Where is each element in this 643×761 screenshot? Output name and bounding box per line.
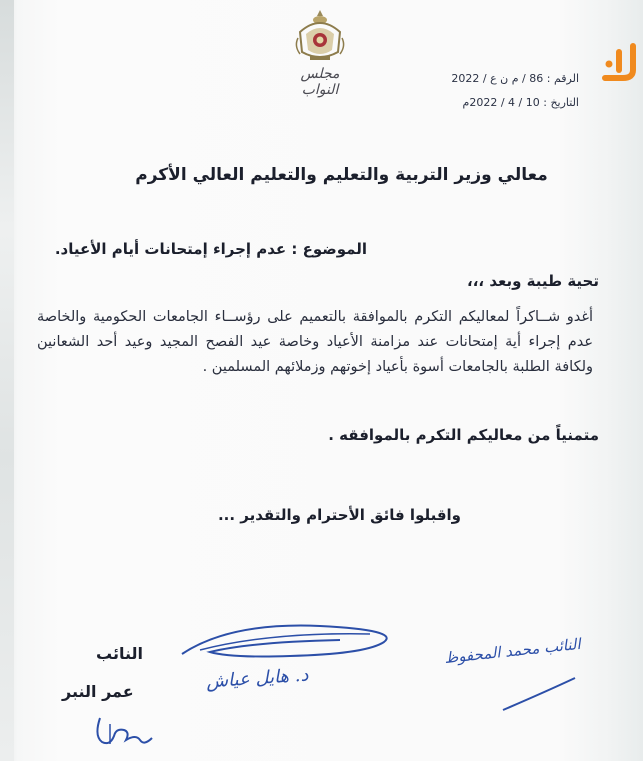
reference-number: الرقم : 86 / م ن ع / 2022 [451, 72, 579, 85]
closing-line: واقبلوا فائق الأحترام والتقدير ... [217, 506, 462, 524]
reference-value: 86 / م ن ع / 2022 [451, 72, 544, 85]
letter-date: التاريخ : 10 / 4 / 2022م [462, 96, 579, 109]
signer-title: النائب [96, 644, 143, 663]
date-label: التاريخ [550, 96, 579, 109]
watermark-logo-icon [599, 40, 639, 86]
reference-label: الرقم [553, 72, 579, 85]
page-shadow-edge [0, 0, 14, 761]
source-watermark [599, 40, 639, 86]
jordan-crest-icon [290, 8, 350, 64]
handwritten-signature-right [425, 640, 610, 720]
handwritten-initials [80, 712, 170, 752]
subject-line: الموضوع : عدم إجراء إمتحانات أيام الأعياد. [54, 240, 367, 258]
handwritten-signature-main [170, 612, 420, 712]
signer-name: عمر النبر [62, 682, 134, 701]
letter-body: أغدو شــاكراً لمعاليكم التكرم بالموافقة بالتعميم على رؤســاء الجامعات الحكومية والخاصة عدم إجراء أية إمتحانات عند مزامنة الأعياد وخاصة عيد الفصح المجيد وعيد أحد الشعانين ولكافة الطلبة بالجامعات أسوة بأعياد إخوتهم وزملائهم المسلمين . [37, 309, 593, 375]
addressee-line: معالي وزير التربية والتعليم والتعليم العالي الأكرم [135, 165, 548, 185]
date-value: 10 / 4 / 2022م [462, 96, 540, 109]
institution-calligraphy: مجلس النواب [300, 66, 340, 98]
greeting-line: تحية طيبة وبعد ،،، [467, 272, 599, 290]
request-line: متمنياً من معاليكم التكرم بالموافقه . [328, 426, 599, 444]
signature-name-right: النائب محمد المحفوظ [443, 634, 582, 668]
signature-name-middle: د. هايل عياش [205, 664, 310, 693]
